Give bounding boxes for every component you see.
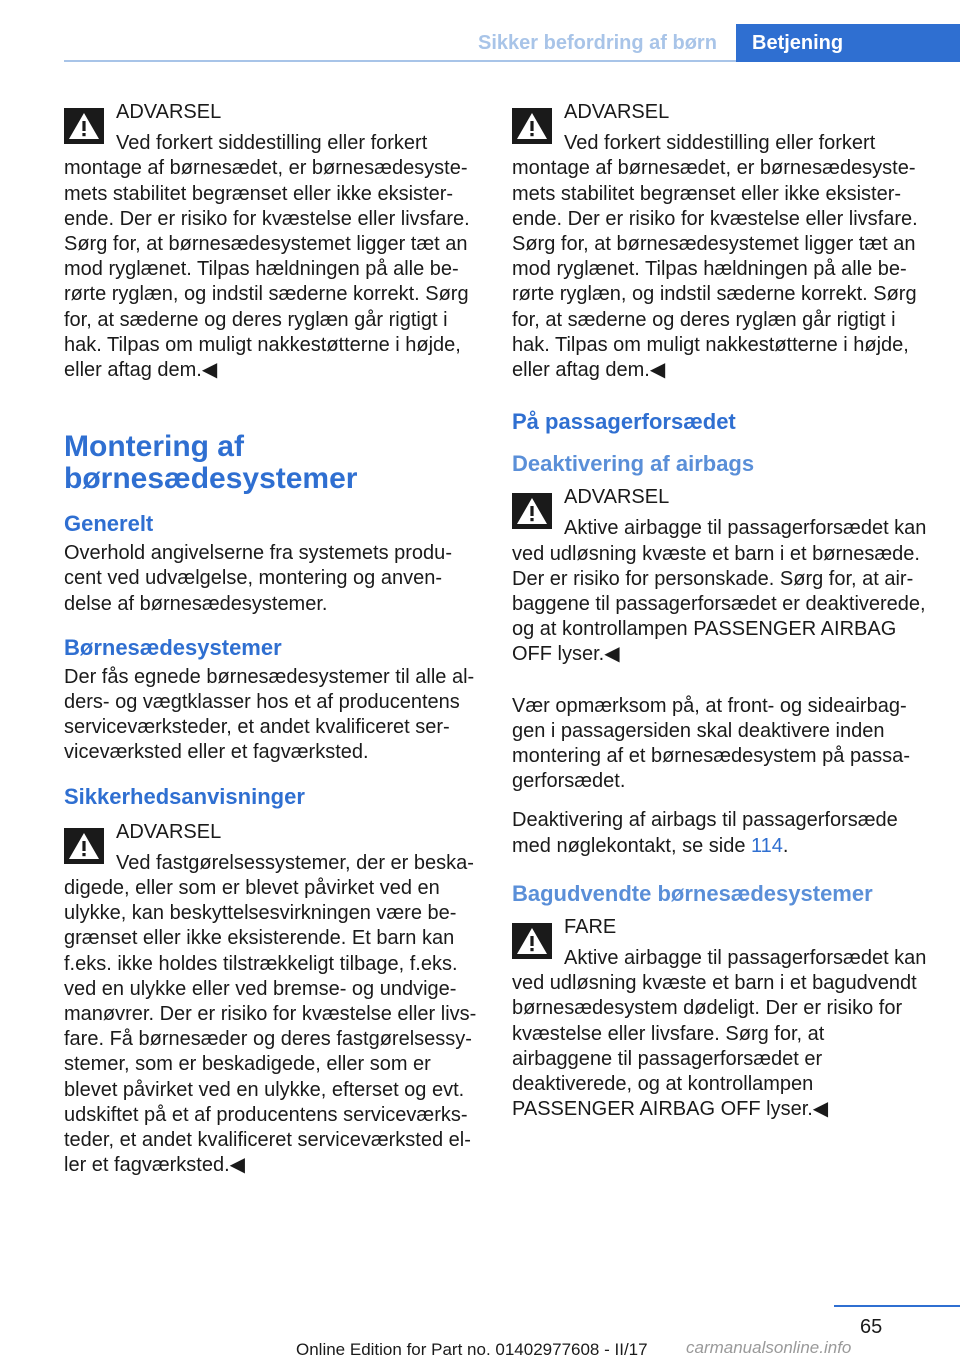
heading-sikkerhed: Sikkerhedsanvisninger (64, 783, 305, 809)
heading-passagerforsaedet: På passagerforsædet (512, 409, 736, 435)
warning-block (64, 100, 480, 383)
footer-rule (834, 1305, 960, 1307)
heading-bornesaedesystemer: Børnesædesystemer (64, 634, 282, 660)
page-number: 65 (860, 1316, 883, 1338)
paragraph-text: Deaktivering af airbags til passagerforsæde med nøglekontakt, se side (512, 809, 898, 857)
warning-text: Ved forkert siddestilling eller forkert montage af børnesædet, er børnesædesystemets stabilitet begrænset eller ikke eksisterende. Der er risiko for kvæstelse eller livsfare. Sørg for, at børnesædesystemet ligger tæt an mod ryglænet. Tilpas hældningen på alle berørte ryglæn, og indstil sæderne korrekt. Sørg for, at sæderne og deres ryglæn går rigtigt i hak. Tilpas om muligt nakkestøtterne i højde, eller aftag dem.◀ (64, 132, 470, 382)
warning-text: Ved forkert siddestilling eller forkert montage af børnesædet, er børnesædesystemets stabilitet begrænset eller ikke eksisterende. Der er risiko for kvæstelse eller livsfare. Sørg for, at børnesædesystemet ligger tæt an mod ryglænet. Tilpas hældningen på alle berørte ryglæn, og indstil sæderne korrekt. Sørg for, at sæderne og deres ryglæn går rigtigt i hak. Tilpas om muligt nakkestøtterne i højde, eller aftag dem.◀ (512, 132, 918, 382)
paragraph-deaktivering-2 (512, 808, 928, 858)
section-sikkerhed (64, 784, 480, 1179)
warning-title: ADVARSEL (564, 101, 670, 123)
warning-triangle-icon (512, 493, 552, 529)
paragraph-bornesaedesystemer: Der fås egnede børnesædesystemer til alle alders- og vægtklasser hos et af producentens serviceværksteder, et andet kvalificeret serviceværksted eller et fagværksted. (64, 665, 475, 764)
heading-deaktivering: Deaktivering af airbags (512, 451, 755, 477)
header-chapter-tab: Betjening (736, 24, 960, 62)
left-column (64, 100, 480, 1205)
heading-generelt: Generelt (64, 511, 154, 537)
header-section-title: Sikker befordring af børn (478, 32, 717, 54)
paragraph-deaktivering-1: Vær opmærksom på, at front- og sideairbaggen i passagersiden skal deaktivere inden montering af et børnesædesystem på passagerforsædet. (512, 694, 910, 793)
warning-block (64, 820, 480, 1179)
section-generelt (64, 511, 480, 617)
warning-title: ADVARSEL (116, 820, 222, 843)
danger-title: FARE (564, 915, 617, 938)
warning-triangle-icon (512, 923, 552, 959)
warning-triangle-icon (512, 108, 552, 144)
right-column (512, 100, 928, 1149)
chapter-title: Montering af børnesædesystemer (64, 430, 358, 496)
section-bornesaedesystemer (64, 635, 480, 766)
warning-text: Aktive airbagge til passagerforsædet kan ved udløsning kvæste et barn i et børnesæde. Der er risiko for personskade. Sørg for, at airbaggene til passagerforsædet er deaktiverede, og at kontrollampen PASSENGER AIRBAG OFF lyser.◀ (512, 517, 927, 666)
page-header (0, 0, 960, 62)
watermark: carmanualsonline.info (686, 1338, 852, 1357)
heading-bagudvendte: Bagudvendte børnesædesystemer (512, 880, 873, 906)
danger-block (512, 915, 928, 1123)
warning-block (512, 485, 928, 667)
edition-note: Online Edition for Part no. 01402977608 - II/17 (296, 1340, 648, 1359)
paragraph-text-end: . (782, 834, 789, 857)
warning-title: ADVARSEL (564, 486, 670, 509)
warning-text: Ved fastgørelsessystemer, der er beskadigede, eller som er blevet påvirket ved en ulykke, kan beskyttelsesvirkningen være begrænset eller ikke eksisterende. Et barn kan f.eks. ikke holdes tilstrækkeligt tilbage, f.eks. ved en ulykke eller ved bremse- og undvigemanøvrer. Der er risiko for kvæstelse eller livsfare. Få børnesæder og deres fastgørelsessystemer, som er beskadigede, eller som er blevet påvirket ved en ulykke, efterset og evt. udskiftet på et af producentens serviceværksteder, et andet kvalificeret serviceværksted eller et fagværksted.◀ (64, 851, 477, 1177)
page-reference-link[interactable]: 114 (751, 834, 783, 857)
warning-title: ADVARSEL (116, 101, 222, 123)
danger-text: Aktive airbagge til passagerforsædet kan ved udløsning kvæste et barn i et bagudvendt børnesædesystem dødeligt. Der er risiko for kvæstelse eller livsfare. Sørg for, at airbaggene til passagerforsædet er deaktiverede, og at kontrollampen PASSENGER AIRBAG OFF lyser.◀ (512, 947, 927, 1121)
paragraph-generelt: Overhold angivelserne fra systemets producent ved udvælgelse, montering og anvendelse af børnesædesystemer. (64, 542, 452, 615)
warning-block (512, 100, 928, 383)
warning-triangle-icon (64, 108, 104, 144)
header-rule (64, 60, 736, 62)
warning-triangle-icon (64, 828, 104, 864)
